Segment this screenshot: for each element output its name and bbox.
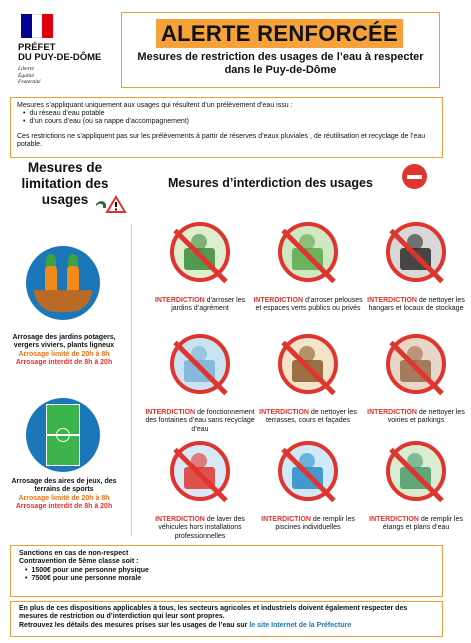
interdiction-keyword: INTERDICTION [261, 516, 311, 523]
car-wash-icon [170, 441, 230, 501]
prefecture-website-link[interactable]: le site Internet de la Préfecture [249, 621, 352, 629]
sports-watering-info [4, 478, 124, 511]
interdiction-caption [145, 409, 255, 434]
scope-note: Ces restrictions ne s’appliquent pas sur les prélèvements à partir de réserves d’eaux pluviales , de réutilisation et recyclage de l’eau potable. [17, 132, 426, 148]
interdiction-text: de nettoyer les terrasses, cours et façades [265, 409, 357, 425]
sanctions-list [25, 567, 434, 584]
interdiction-text: de fonctionnement des fontaines d’eau sans recyclage d’eau [145, 409, 255, 433]
scope-intro: Mesures s’appliquant uniquement aux usages qui résultent d’un prélèvement d’eau issu : [17, 102, 293, 109]
interdiction-caption [361, 409, 471, 426]
interdiction-text: de remplir les piscines individuelles [275, 516, 355, 532]
sanction-item: • 1500€ pour une personne physique [25, 567, 434, 575]
no-entry-icon [402, 164, 427, 189]
garden-plant-icon [170, 222, 230, 282]
interdiction-text: de laver des véhicules hors installations professionnelles [158, 516, 245, 540]
interdiction-caption [145, 516, 255, 541]
fountain-icon [170, 334, 230, 394]
pool-icon [278, 441, 338, 501]
interdiction-keyword: INTERDICTION [367, 409, 417, 416]
prefecture-name: PRÉFET DU PUY-DE-DÔME [18, 42, 102, 63]
sanctions-box [10, 545, 443, 597]
interdiction-text: de remplir les étangs et plans d’eau [382, 516, 463, 532]
interdiction-text: d’arroser les jardins d’agrément [171, 297, 246, 313]
pond-icon [386, 441, 446, 501]
interdiction-keyword: INTERDICTION [259, 409, 309, 416]
interdiction-text: de nettoyer les voiries et parkings [387, 409, 465, 425]
interdiction-keyword: INTERDICTION [367, 297, 417, 304]
interdiction-text: de nettoyer les hangars et locaux de stockage [368, 297, 465, 313]
sanctions-title: Sanctions en cas de non-respect [19, 550, 129, 557]
footer-box [10, 601, 443, 637]
sports-watering-limited: Arrosage limité de 20h à 8h [18, 494, 110, 502]
garden-watering-text: Arrosage des jardins potagers, vergers viviers, plants ligneux [12, 334, 116, 350]
sports-field-icon [26, 398, 100, 472]
interdiction-keyword: INTERDICTION [369, 516, 419, 523]
scope-info-box [10, 97, 443, 158]
marianne-flag-icon [21, 14, 53, 38]
sports-watering-text: Arrosage des aires de jeux, des terrains de sports [11, 478, 117, 494]
lawn-park-icon [278, 222, 338, 282]
interdiction-caption [253, 409, 363, 426]
garage-hangar-icon [386, 222, 446, 282]
alert-title: ALERTE RENFORCÉE [156, 19, 403, 48]
sanctions-line: Contravention de 5ème classe soit : [19, 558, 139, 566]
scope-list [23, 110, 436, 126]
sports-watering-forbidden: Arrosage interdit de 8h à 20h [15, 502, 113, 510]
republic-motto: Liberté Égalité Fraternité [18, 66, 41, 85]
interdiction-caption [253, 297, 363, 314]
interdiction-text: d’arroser pelouses et espaces verts publics ou privés [255, 297, 363, 313]
footer-link-prefix: Retrouvez les détails des mesures prises sur les usages de l’eau sur [19, 621, 250, 629]
garden-watering-forbidden: Arrosage interdit de 8h à 20h [15, 358, 113, 366]
interdiction-caption [253, 516, 363, 533]
interdiction-caption [361, 297, 471, 314]
limitation-title: Mesures de limitation des usages [21, 160, 109, 207]
scope-item: • d’un cours d’eau (ou sa nappe d’accompagnement) [23, 118, 436, 126]
footer-link-line [19, 622, 434, 630]
vegetables-icon [26, 246, 100, 320]
footer-text: En plus de ces dispositions applicables à tous, les secteurs agricoles et industriels doivent également respecter des mesures de restriction ou d’interdiction qui leur sont propres. [19, 605, 408, 621]
tap-warning-icon [92, 194, 128, 214]
interdiction-caption [361, 516, 471, 533]
scope-item: • du réseau d’eau potable [23, 110, 436, 118]
interdiction-keyword: INTERDICTION [155, 516, 205, 523]
garden-watering-info [4, 334, 124, 367]
page-subtitle: Mesures de restriction des usages de l’eau à respecter dans le Puy-de-Dôme [137, 51, 424, 76]
interdiction-keyword: INTERDICTION [253, 297, 304, 304]
interdiction-keyword: INTERDICTION [145, 409, 196, 416]
column-divider [131, 224, 132, 536]
street-icon [386, 334, 446, 394]
prefecture-logo [18, 14, 108, 84]
house-terrace-icon [278, 334, 338, 394]
interdiction-title: Mesures d’interdiction des usages [168, 176, 373, 190]
garden-watering-limited: Arrosage limité de 20h à 8h [18, 350, 110, 358]
sanction-item: • 7500€ pour une personne morale [25, 575, 434, 583]
interdiction-keyword: INTERDICTION [154, 297, 205, 304]
interdiction-caption [145, 297, 255, 314]
